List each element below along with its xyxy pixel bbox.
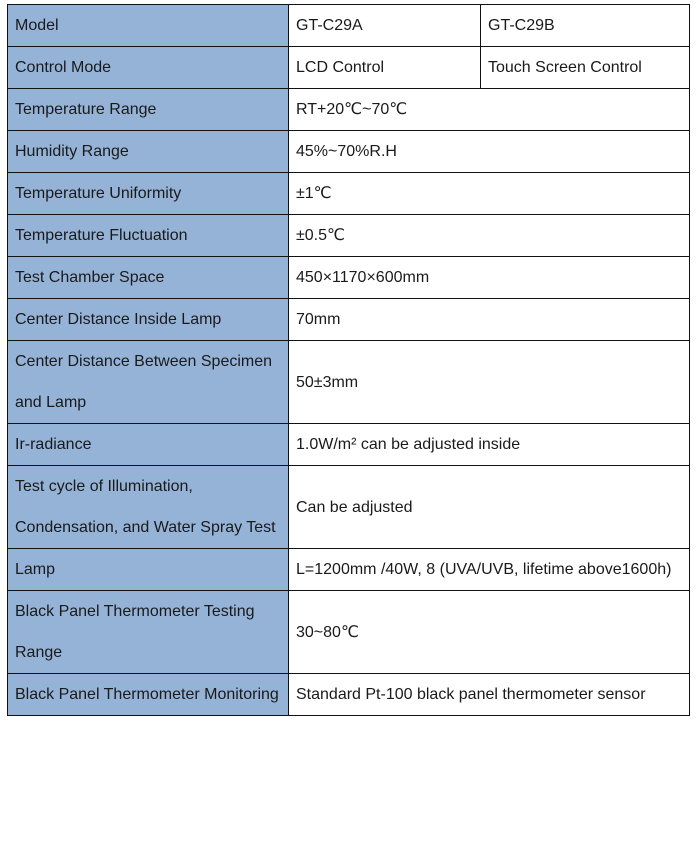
table-row-control-mode [8,47,690,89]
row-value: RT+20℃~70℃ [289,89,690,131]
table-row [8,173,690,215]
row-label: Ir-radiance [8,424,289,466]
row-value: 50±3mm [289,341,690,424]
row-label: Lamp [8,549,289,591]
row-value: Can be adjusted [289,466,690,549]
table-row [8,299,690,341]
row-label: Black Panel Thermometer Monitoring [8,674,289,716]
row-label: Temperature Fluctuation [8,215,289,257]
table-row [8,89,690,131]
table-row [8,591,690,674]
model-a-cell: GT-C29A [289,5,481,47]
table-row [8,674,690,716]
row-label: Model [8,5,289,47]
row-label: Black Panel Thermometer Testing Range [8,591,289,674]
table-row [8,257,690,299]
control-mode-a-cell: LCD Control [289,47,481,89]
row-value: ±1℃ [289,173,690,215]
row-value: L=1200mm /40W, 8 (UVA/UVB, lifetime above1600h) [289,549,690,591]
table-row [8,131,690,173]
row-value: 45%~70%R.H [289,131,690,173]
row-label: Center Distance Between Specimen and Lamp [8,341,289,424]
table-row [8,466,690,549]
table-row [8,424,690,466]
spec-table [7,4,690,716]
row-label: Temperature Range [8,89,289,131]
row-value: ±0.5℃ [289,215,690,257]
row-label: Test cycle of Illumination, Condensation, and Water Spray Test [8,466,289,549]
row-label: Center Distance Inside Lamp [8,299,289,341]
row-label: Humidity Range [8,131,289,173]
table-row [8,549,690,591]
row-value: Standard Pt-100 black panel thermometer sensor [289,674,690,716]
row-value: 30~80℃ [289,591,690,674]
row-value: 70mm [289,299,690,341]
model-b-cell: GT-C29B [481,5,690,47]
table-row [8,215,690,257]
row-value: 1.0W/m² can be adjusted inside [289,424,690,466]
row-value: 450×1170×600mm [289,257,690,299]
row-label: Temperature Uniformity [8,173,289,215]
table-row [8,341,690,424]
row-label: Control Mode [8,47,289,89]
row-label: Test Chamber Space [8,257,289,299]
table-row-model [8,5,690,47]
control-mode-b-cell: Touch Screen Control [481,47,690,89]
